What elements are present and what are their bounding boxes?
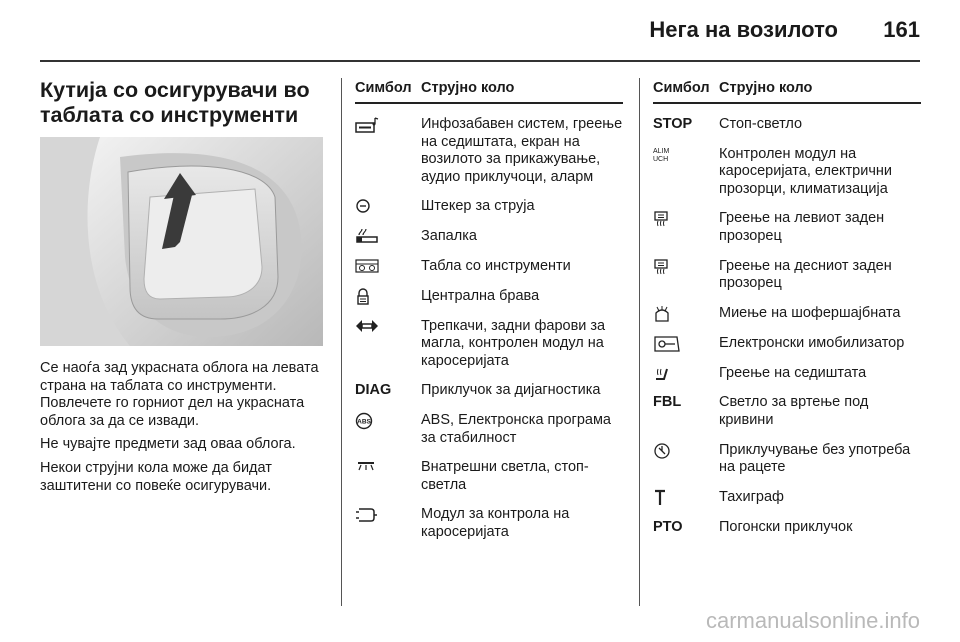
infotainment-icon — [355, 116, 381, 134]
table-row — [653, 305, 921, 323]
circuit-desc: Штекер за струја — [421, 198, 535, 215]
fbl-symbol: FBL — [653, 394, 682, 411]
fuse-table-right — [653, 80, 921, 536]
washer-icon — [653, 305, 671, 323]
circuit-desc: Греење на десниот заден прозорец — [719, 257, 892, 292]
circuit-desc: Внатрешни светла, стоп-светла — [421, 459, 589, 493]
circuit-desc: ABS, Електронска програма за стабилност — [421, 411, 611, 446]
circuit-desc: Светло за вртење под кривини — [719, 394, 869, 428]
alim-label: ALIM — [653, 147, 670, 155]
section-title: Кутија со осигурувачи во таблата со инструменти — [40, 78, 310, 127]
table-row — [355, 228, 623, 246]
table-header — [355, 80, 623, 104]
circuit-desc: Погонски приклучок — [719, 518, 853, 535]
diag-symbol: DIAG — [355, 382, 392, 399]
stop-symbol: STOP — [653, 116, 693, 132]
paragraph: Се наоѓа зад украсната облога на левата страна на таблата со инструменти. Повлечете го горниот дел на украсната облога за да се извади. — [40, 360, 319, 429]
circuit-desc: Миење на шофершајбната — [719, 304, 901, 321]
power-socket-icon — [355, 198, 371, 214]
window-heating-left-icon — [653, 210, 669, 228]
body-text — [40, 360, 330, 501]
table-row — [653, 365, 921, 383]
tachograph-icon — [653, 489, 667, 507]
parked-consumer-icon — [653, 442, 671, 460]
cigarette-lighter-icon — [355, 228, 381, 246]
table-row — [653, 442, 921, 477]
pto-symbol: PTO — [653, 518, 683, 535]
circuit-desc: Електронски имобилизатор — [719, 334, 905, 351]
table-row — [355, 382, 623, 400]
watermark: carmanualsonline.info — [705, 608, 920, 633]
circuit-desc: Инфозабавен систем, греење на седиштата, екран на возилото за прикажување, аудио приклучоци, аларм — [421, 116, 623, 185]
header-title: Нега на возилото — [649, 17, 838, 42]
circuit-header: Струјно коло — [719, 80, 813, 96]
symbol-header: Симбол — [653, 80, 710, 96]
seat-heating-icon — [653, 365, 671, 381]
paragraph: Не чувајте предмети зад оваа облога. — [40, 436, 296, 453]
hazard-lights-icon — [355, 318, 379, 334]
table-row — [653, 489, 921, 507]
circuit-desc: Греење на левиот заден прозорец — [719, 210, 885, 244]
interior-light-icon — [355, 459, 377, 473]
central-lock-icon — [355, 288, 371, 306]
table-row — [355, 116, 623, 186]
svg-text:ABS: ABS — [357, 418, 371, 426]
circuit-desc: Стоп-светло — [719, 116, 803, 132]
column-divider-2 — [639, 78, 640, 606]
circuit-desc: Приклучок за дијагностика — [421, 382, 601, 399]
window-heating-right-icon — [653, 258, 669, 276]
table-row — [355, 412, 623, 447]
circuit-desc: Запалка — [421, 227, 477, 244]
fuse-table-left — [355, 80, 623, 542]
body-control-module-icon — [355, 506, 377, 524]
circuit-desc: Централна брава — [421, 287, 540, 304]
abs-icon — [355, 412, 373, 430]
table-row — [355, 318, 623, 371]
circuit-header: Струјно коло — [421, 80, 515, 96]
table-row — [653, 519, 921, 537]
column-divider-1 — [341, 78, 342, 606]
circuit-desc: Греење на седиштата — [719, 364, 867, 381]
circuit-desc: Табла со инструменти — [421, 257, 571, 274]
symbol-header: Симбол — [355, 80, 412, 96]
instrument-panel-icon — [355, 258, 381, 274]
table-row — [355, 506, 623, 541]
circuit-desc: Приклучување без употреба на рацете — [719, 441, 911, 476]
table-row — [355, 258, 623, 276]
fuse-box-photo — [40, 137, 323, 346]
table-row — [355, 198, 623, 216]
circuit-desc: Трепкачи, задни фарови за магла, контролен модул на каросеријата — [421, 317, 606, 369]
page-number: 161 — [883, 17, 920, 42]
circuit-desc: Тахиграф — [719, 488, 784, 505]
table-row — [653, 258, 921, 293]
table-header — [653, 80, 921, 104]
table-row — [653, 116, 921, 134]
paragraph: Некои струјни кола може да бидат заштитени со повеќе осигурувачи. — [40, 459, 272, 494]
table-row — [653, 394, 921, 429]
table-row — [355, 288, 623, 306]
immobiliser-icon — [653, 335, 681, 353]
header-rule — [40, 60, 920, 62]
uch-label: UCH — [653, 155, 669, 163]
circuit-desc: Модул за контрола на каросеријата — [421, 506, 570, 540]
table-row — [355, 459, 623, 494]
table-row — [653, 146, 921, 199]
circuit-desc: Контролен модул на каросеријата, електрични прозорци, климатизација — [719, 145, 892, 197]
table-row — [653, 210, 921, 245]
table-row — [653, 335, 921, 353]
